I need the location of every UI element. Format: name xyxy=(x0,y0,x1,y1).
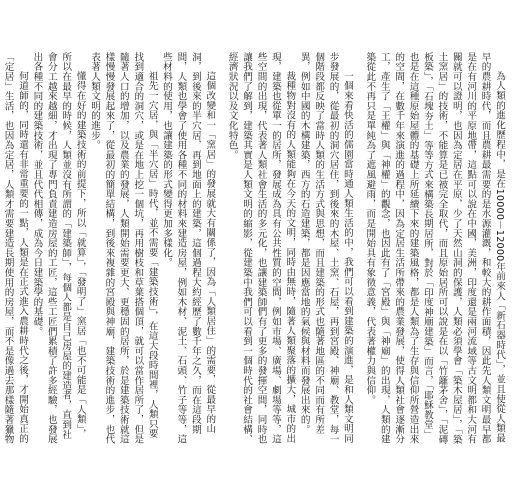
paragraph-7: 何道師的，同時還有非常重要的一點，人類是在正式進入農耕時代之後，才開始真正的「定居」生活，也因為定居，人類才需要建造長期使用的房屋，而不是像過去那樣隨著獵物 xyxy=(2,52,28,444)
paragraph-1: 為人類的進化歷程中，是在10000－12000年前來人「新石器時代」，並且使從人類最早的農耕時代，而且農耕最需要的是水源灌溉，和較大的耕作面積，因此先人類文明最早都是在有河川的平原地帶，這點可以說在中國，美洲，印度還是兩河流域等古文明都和大河有關就可以證明，也因為定居在平原，少了天然山洞的保護，人類必須學會「築木屋居」，「築土窯居」的技術，不能算是已被完全取代，而且原始居所可以說是在以「竹籬茅舍」，「泥磚板築」，「石塊夯土」等等方式來構築長期居所，對於「印度神廟建築」而言，「耶穌教堂」也是在這種原始屋體的基礎上所延續下來的建築風格，都是人類為了生存與信仰所營造出來的空間，在數千年來演進的過程中，因為定居生活所帶來的農業發展，使得人類社會逐漸分工，產生了「王權」與「神權」的觀念，也因此有了「宮殿」與「神廟」的出現，人類的建築從此不再只是單純為了遮風避雨，而是開始具有象徵意義，代表著權力與信仰。 xyxy=(364,52,505,445)
paragraph-4: 這個改變和一「窯居」的發展就大有關係了，因為「人類居住」的需要，從最早的山洞，到後來的半穴居，再到地面上的建築，這個過程大約經歷了數千年之久，而在這段期間，人類也學會了使用各種不同的材料來建造房屋，例如木材、泥土、石頭、竹子等等，這些材料的使用，也讓建築的形式變得更加多樣化。 xyxy=(161,52,216,444)
paragraph-2: 一個來看快活的儒園當時通人類生活的中，我們可以看到建築的演進，是和人類文明同步發展的，從最初的洞穴居住，到後來的木屋、土窯、石屋，再到宮殿、神廟、教堂，每一個階段都反映了當時人類的生活方式與思想，而且建築的形式也隨著地區的不同而有所差異，例如中國的木構建築，西方的石造建築，都是因應當地的氣候與材料而發展出來的。 xyxy=(298,52,353,444)
paragraph-5: 祖先一穴居，與「半穴居」時代，並不需要「建築技術」，在這大段時間裡，人類只要找到適合的洞穴，或是在地上挖一個坑，再用樹枝和草葉搭個頂，就可以當作居所了，但是隨著人口的增加，以及農業的發展，人類開始需要更大、更穩固的居所，於是建築技術就這樣慢慢發展起來了，從最初的簡單結構，到後來複雜的宮殿與神廟，建築技術的進步，也代表著人類文明的進步。 xyxy=(89,52,158,444)
vertical-text-body xyxy=(2,52,506,446)
paragraph-6: 懂得在好的建築技術的前提下，所以「就算」，「發明了」窯居「也不可能是「人類」，所以在最早的時候，人類並沒有所謂的「建築師」，每個人都是自己房屋的建造者，直到社會分工越來越細，才出現了專門負責建造房屋的工匠，這些工匠們累積了許多經驗，也發展出各種不同的建築技術，並且代代相傳，成為今日建築學的基礎。 xyxy=(31,52,86,444)
paragraph-3: 裁種物對沒有的人類能夠在今天的文明，同時由無時，隨著人類聚落的擴大，城市的出現，建築也從單一的居所，發展成為具有公共性質的空間，例如市場、廣場、劇場等等，這些空間的出現，代表著人類社會生活的多元化，也讓建築師們有了更多的發揮空間，同時也讓我們了解到，建築其實是人類文明的縮影，從建築中我們可以看到一個時代的社會結構、經濟狀況以及文化特色。 xyxy=(226,52,296,444)
